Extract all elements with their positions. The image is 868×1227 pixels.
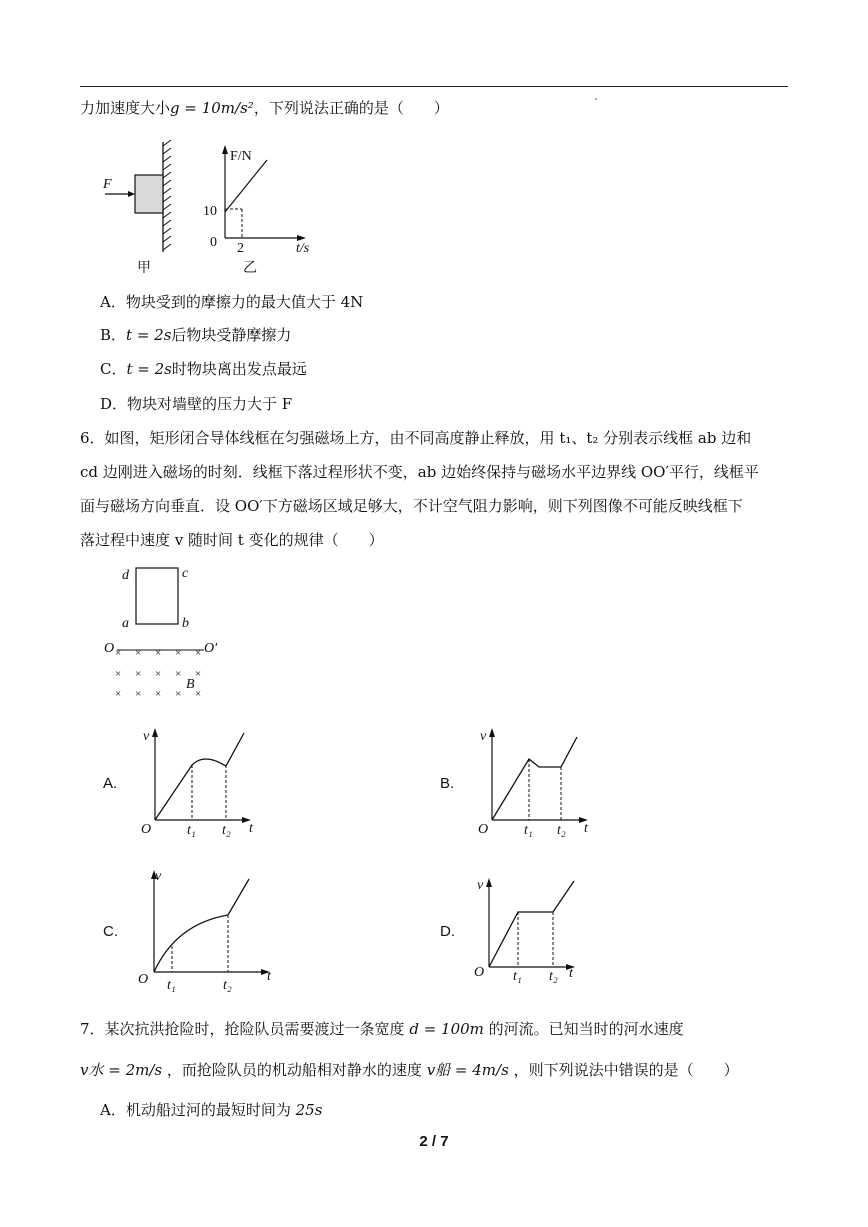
magnetic-field-crosses	[115, 647, 201, 700]
cross: ×	[195, 647, 202, 659]
q5-stem-end	[80, 98, 449, 118]
q6-stem-line-1: 6．如图，矩形闭合导体线框在匀强磁场上方，由不同高度静止释放，用 t₁、t₂ 分别表示线框 ab 边和	[80, 429, 752, 447]
q6-graph-c	[138, 866, 288, 996]
corner-c: c	[182, 566, 189, 581]
boundary-o-prime: O′	[204, 641, 218, 656]
cross: ×	[155, 688, 162, 700]
cross: ×	[175, 688, 182, 700]
graph-d-t1: t₁	[513, 969, 522, 984]
graph-a-t2: t₂	[222, 823, 231, 838]
cross: ×	[115, 647, 122, 659]
graph-c-t: t	[267, 969, 271, 984]
graph-b-origin: O	[478, 822, 489, 837]
caption-yi: 乙	[243, 261, 257, 276]
cross: ×	[175, 668, 182, 680]
q6-option-d-label: D.	[440, 923, 455, 940]
cross: ×	[195, 688, 202, 700]
q6-option-c-label: C.	[103, 923, 118, 940]
q6-option-b-label: B.	[440, 775, 455, 792]
q5-stem-prefix: 力加速度大小	[80, 99, 171, 117]
q6-graph-a	[140, 725, 280, 845]
yi-y-tick: 10	[203, 204, 217, 219]
q5-stem-math: g = 10m/s²	[170, 99, 254, 117]
q6-stem-line-2: cd 边刚进入磁场的时刻．线框下落过程形状不变，ab 边始终保持与磁场水平边界线 OO′平行，线框平	[80, 463, 759, 481]
yi-x-axis-label: t/s	[296, 241, 310, 256]
cross: ×	[195, 668, 202, 680]
q7-line2-math1: v水 = 2m/s	[80, 1061, 163, 1079]
graph-b-t2: t₂	[557, 823, 566, 838]
q5-option-b-math: t = 2s	[126, 326, 172, 344]
q5-option-d-text: D．物块对墙壁的压力大于 F	[100, 395, 293, 413]
q7-option-a	[100, 1100, 322, 1120]
cross: ×	[135, 647, 142, 659]
graph-c-v: v	[155, 869, 162, 884]
q6-frame-figure	[100, 560, 240, 700]
graph-b-v: v	[480, 729, 487, 744]
cross: ×	[115, 668, 122, 680]
corner-a: a	[122, 616, 129, 631]
graph-c-t2: t₂	[223, 978, 232, 993]
graph-d-t: t	[569, 966, 573, 981]
q5-option-d	[100, 394, 292, 414]
q5-figure-yi	[200, 140, 330, 280]
q5-figure-jia	[100, 140, 200, 280]
q6-graph-b	[477, 725, 617, 845]
q5-option-c-suffix: 时物块离出发点最远	[171, 360, 307, 378]
q7-line2-mid: ，而抢险队员的机动船相对静水的速度	[166, 1061, 422, 1079]
cross: ×	[155, 647, 162, 659]
cross: ×	[155, 668, 162, 680]
cross: ×	[135, 668, 142, 680]
graph-d-v: v	[477, 878, 484, 893]
graph-a-v: v	[143, 729, 150, 744]
yi-x-tick: 2	[237, 241, 244, 256]
field-b-label: B	[186, 677, 195, 692]
boundary-o: O	[104, 641, 115, 656]
caption-jia: 甲	[137, 261, 151, 276]
force-label: F	[103, 177, 112, 192]
q6-option-a-label: A.	[103, 775, 118, 792]
graph-d-origin: O	[474, 965, 485, 980]
q5-option-b	[100, 325, 291, 345]
yi-y-axis-label: F/N	[230, 149, 252, 164]
page-number: 2 / 7	[419, 1133, 449, 1150]
graph-d-t2: t₂	[549, 969, 558, 984]
q7-line1-math: d = 100m	[409, 1020, 484, 1038]
q7-line1-prefix: 7．某次抗洪抢险时，抢险队员需要渡过一条宽度	[80, 1020, 405, 1038]
q7-line2-math2: v船 = 4m/s	[426, 1061, 509, 1079]
q5-option-b-prefix: B．	[100, 326, 127, 344]
graph-c-t1: t₁	[167, 978, 176, 993]
cross: ×	[135, 688, 142, 700]
q5-option-a	[100, 292, 363, 312]
q5-option-b-suffix: 后物块受静摩擦力	[171, 326, 292, 344]
corner-b: b	[182, 616, 189, 631]
q5-option-a-text: A．物块受到的摩擦力的最大值大于 4N	[100, 293, 364, 311]
q7-stem-line-2	[80, 1060, 739, 1080]
q7-line1-suffix: 的河流。已知当时的河水速度	[488, 1020, 684, 1038]
q5-stem-suffix: ，下列说法正确的是（ ）	[253, 99, 449, 117]
q5-option-c-math: t = 2s	[126, 360, 172, 378]
q5-option-c	[100, 359, 307, 379]
q6-stem-line-3: 面与磁场方向垂直．设 OO′下方磁场区域足够大，不计空气阻力影响，则下列图像不可能反映线框下	[80, 497, 743, 515]
graph-b-t: t	[584, 821, 588, 836]
graph-a-t1: t₁	[187, 823, 196, 838]
graph-a-origin: O	[141, 822, 152, 837]
q7-line2-suffix: ，则下列说法中错误的是（ ）	[513, 1061, 739, 1079]
q6-stem-line-4: 落过程中速度 v 随时间 t 变化的规律（ ）	[80, 531, 384, 549]
q7-option-a-prefix: A．机动船过河的最短时间为	[100, 1101, 291, 1119]
header-rule	[80, 86, 788, 87]
corner-d: d	[122, 568, 129, 583]
q7-option-a-math: 25s	[295, 1101, 323, 1119]
scan-dot	[595, 98, 597, 100]
cross: ×	[175, 647, 182, 659]
graph-a-t: t	[249, 821, 253, 836]
cross: ×	[115, 688, 122, 700]
q6-graph-d	[474, 875, 617, 995]
q5-option-c-prefix: C．	[100, 360, 127, 378]
graph-c-origin: O	[138, 972, 149, 987]
yi-origin: 0	[210, 235, 217, 250]
graph-b-t1: t₁	[524, 823, 533, 838]
q7-stem-line-1	[80, 1019, 684, 1039]
